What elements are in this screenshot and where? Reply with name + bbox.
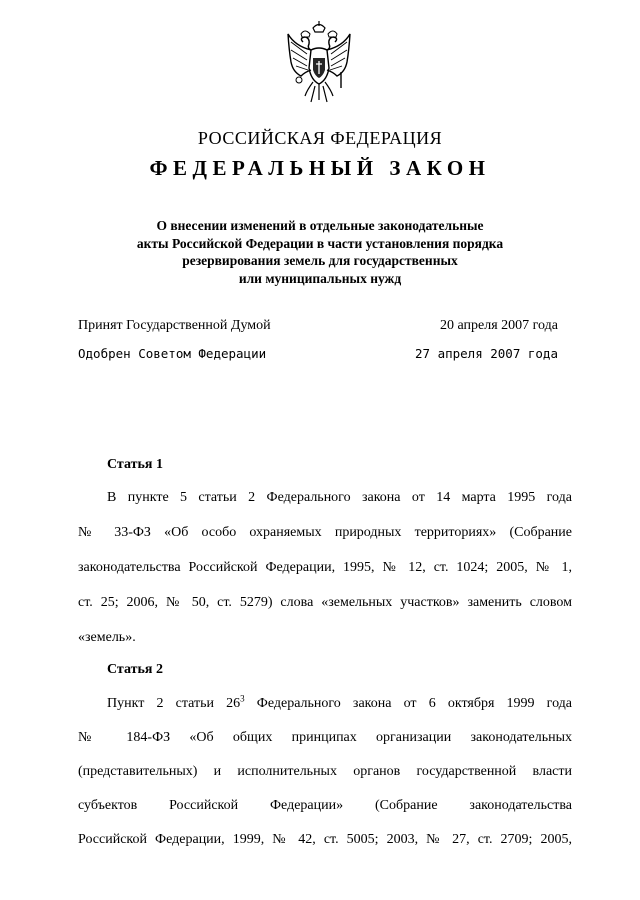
- text-fragment: Пункт 2 статьи 26: [107, 696, 241, 711]
- law-title-line: резервирования земель для государственных: [182, 253, 458, 268]
- text-line: В пункте 5 статьи 2 Федерального закона от 14 марта 1995 года: [107, 490, 572, 505]
- text-line: № 184-ФЗ «Об общих принципах организации законодательных: [78, 730, 572, 745]
- russian-coat-of-arms-icon: [283, 20, 355, 108]
- text-line: законодательства Российской Федерации, 1995, № 12, ст. 1024; 2005, № 1,: [78, 560, 572, 575]
- text-fragment: Федерального закона от 6 октября 1999 года: [244, 696, 573, 711]
- law-title-line: или муниципальных нужд: [238, 270, 402, 286]
- approval-label: Одобрен Советом Федерации: [78, 346, 267, 361]
- text-line: ст. 25; 2006, № 50, ст. 5279) слова «земельных участков» заменить словом: [78, 595, 572, 610]
- text-line: субъектов Российской Федерации» (Собрание законодательства: [78, 798, 572, 813]
- text-line: Российской Федерации, 1999, № 42, ст. 5005; 2003, № 27, ст. 2709; 2005,: [78, 832, 572, 847]
- country-name: РОССИЙСКАЯ ФЕДЕРАЦИЯ: [197, 128, 443, 148]
- text-line: (представительных) и исполнительных органов государственной власти: [78, 764, 572, 779]
- law-title: [100, 217, 540, 287]
- adoption-date: 20 апреля 2007 года: [440, 318, 558, 333]
- article-2-heading: Статья 2: [107, 662, 163, 677]
- text-line: «земель».: [78, 630, 136, 645]
- law-title-line: акты Российской Федерации в части установления порядка: [136, 235, 504, 251]
- superscript: 3: [240, 693, 245, 704]
- text-line: [78, 694, 572, 714]
- text-line: № 33-ФЗ «Об особо охраняемых природных территориях» (Собрание: [78, 525, 572, 540]
- article-1-heading: Статья 1: [107, 457, 163, 472]
- law-title-line: О внесении изменений в отдельные законодательные: [156, 218, 484, 233]
- document-type: ФЕДЕРАЛЬНЫЙ ЗАКОН: [149, 156, 491, 180]
- approval-date: 27 апреля 2007 года: [415, 346, 558, 361]
- adoption-label: Принят Государственной Думой: [78, 318, 271, 333]
